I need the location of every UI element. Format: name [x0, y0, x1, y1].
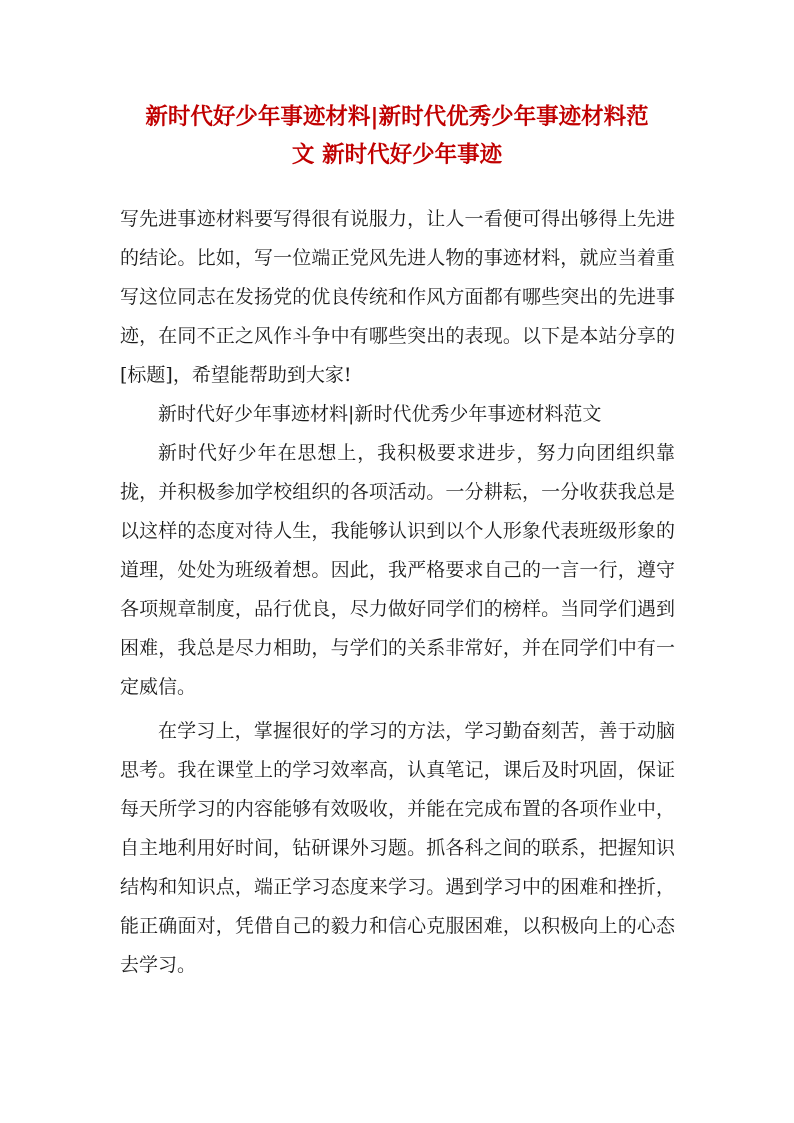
- document-body: [120, 200, 675, 985]
- study-paragraph: 在学习上，掌握很好的学习的方法，学习勤奋刻苦，善于动脑思考。我在课堂上的学习效率高，认真笔记，课后及时巩固，保证每天所学习的内容能够有效吸收，并能在完成布置的各项作业中，自主地利用好时间，钻研课外习题。抓各科之间的联系，把握知识结构和知识点，端正学习态度来学习。遇到学习中的困难和挫折，能正确面对，凭借自己的毅力和信心克服困难，以积极向上的心态去学习。: [120, 720, 675, 976]
- thought-paragraph: 新时代好少年在思想上，我积极要求进步，努力向团组织靠拢，并积极参加学校组织的各项活动。一分耕耘，一分收获我总是以这样的态度对待人生，我能够认识到以个人形象代表班级形象的道理，处处为班级着想。因此，我严格要求自己的一言一行，遵守各项规章制度，品行优良，尽力做好同学们的榜样。当同学们遇到困难，我总是尽力相助，与学们的关系非常好，并在同学们中有一定威信。: [120, 442, 675, 698]
- document-title: [110, 98, 684, 174]
- intro-paragraph: 写先进事迹材料要写得很有说服力，让人一看便可得出够得上先进的结论。比如，写一位端正党风先进人物的事迹材料，就应当着重写这位同志在发扬党的优良传统和作风方面都有哪些突出的先进事迹，在同不正之风作斗争中有哪些突出的表现。以下是本站分享的[标题]，希望能帮助到大家!: [120, 208, 675, 386]
- title-line-2: 文 新时代好少年事迹: [291, 142, 503, 168]
- title-line-1: 新时代好少年事迹材料|新时代优秀少年事迹材料范: [145, 104, 649, 130]
- subheading-paragraph: 新时代好少年事迹材料|新时代优秀少年事迹材料范文: [158, 403, 602, 425]
